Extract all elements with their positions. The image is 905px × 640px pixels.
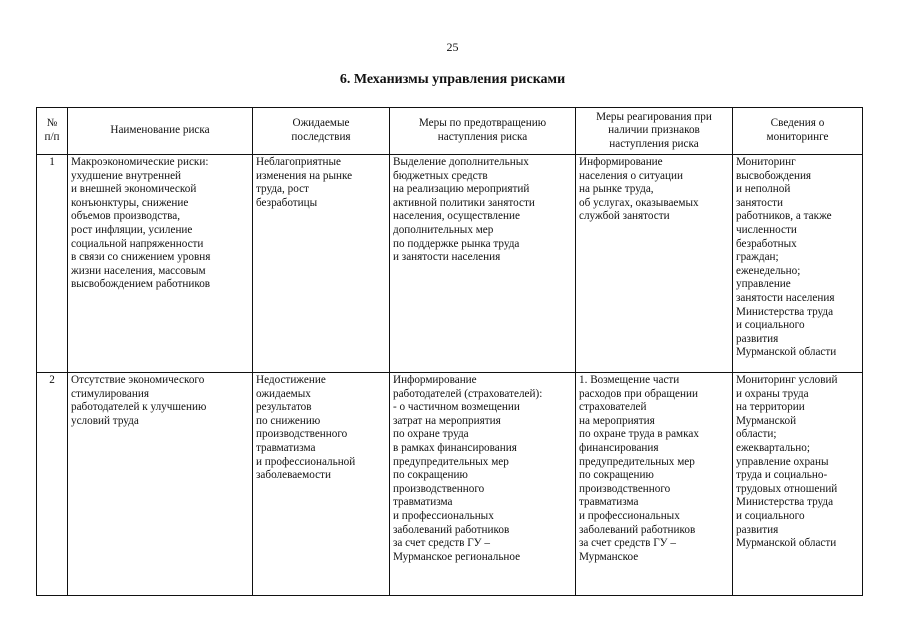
- cell-response-measures: Информирование населения о ситуации на рынке труда, об услугах, оказываемых службой занятости: [576, 155, 733, 373]
- cell-number: 2: [37, 373, 68, 596]
- cell-prevention-measures: Информирование работодателей (страхователей): - о частичном возмещении затрат на мероприятия по охране труда в рамках финансирования предупредительных мер по сокращению производственного травматизма и профессиональных заболеваний работников за счет средств ГУ – Мурманское региональное: [390, 373, 576, 596]
- cell-risk-name: Макроэкономические риски: ухудшение внутренней и внешней экономической конъюнктуры, снижение объемов производства, рост инфляции, усиление социальной напряженности в связи со снижением уровня жизни населения, массовым высвобождением работников: [68, 155, 253, 373]
- header-expected-consequences: Ожидаемые последствия: [253, 108, 390, 155]
- header-response-measures: Меры реагирования при наличии признаков наступления риска: [576, 108, 733, 155]
- cell-expected-consequences: Недостижение ожидаемых результатов по снижению производственного травматизма и профессиональной заболеваемости: [253, 373, 390, 596]
- header-number: № п/п: [37, 108, 68, 155]
- cell-prevention-measures: Выделение дополнительных бюджетных средств на реализацию мероприятий активной политики занятости населения, осуществление дополнительных мер по поддержке рынка труда и занятости населения: [390, 155, 576, 373]
- table-header-row: [37, 108, 863, 155]
- cell-number: 1: [37, 155, 68, 373]
- table-row: [37, 373, 863, 596]
- section-title: 6. Механизмы управления рисками: [339, 72, 566, 87]
- header-prevention-measures: Меры по предотвращению наступления риска: [390, 108, 576, 155]
- cell-monitoring-info: Мониторинг условий и охраны труда на территории Мурманской области; ежеквартально; управление охраны труда и социально- трудовых отношений Министерства труда и социального развития Мурманской области: [733, 373, 863, 596]
- cell-expected-consequences: Неблагоприятные изменения на рынке труда, рост безработицы: [253, 155, 390, 373]
- header-risk-name: Наименование риска: [68, 108, 253, 155]
- cell-risk-name: Отсутствие экономического стимулирования работодателей к улучшению условий труда: [68, 373, 253, 596]
- table-row: [37, 155, 863, 373]
- cell-response-measures: 1. Возмещение части расходов при обращении страхователей на мероприятия по охране труда в рамках финансирования предупредительных мер по сокращению производственного травматизма и профессиональных заболеваний работников за счет средств ГУ – Мурманское: [576, 373, 733, 596]
- header-monitoring-info: Сведения о мониторинге: [733, 108, 863, 155]
- risk-management-table: [36, 107, 863, 596]
- page-number: 25: [446, 40, 459, 54]
- cell-monitoring-info: Мониторинг высвобождения и неполной занятости работников, а также численности безработных граждан; еженедельно; управление занятости населения Министерства труда и социального развития Мурманской области: [733, 155, 863, 373]
